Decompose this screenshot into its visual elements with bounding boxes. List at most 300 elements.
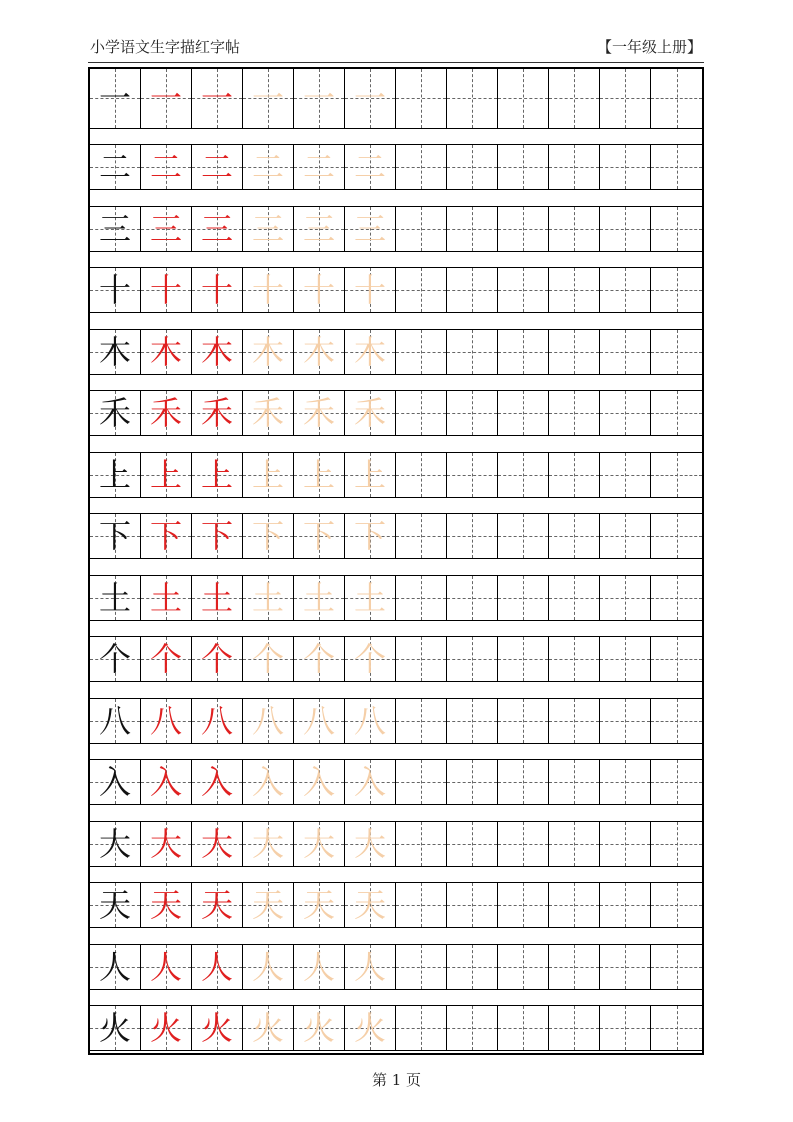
model-character: 二 [98, 148, 131, 186]
trace-cell [294, 945, 345, 989]
writing-cell [396, 760, 447, 804]
trace-cell [345, 514, 396, 558]
trace-character: 二 [149, 148, 182, 186]
model-cell [90, 945, 141, 989]
writing-cell [651, 330, 702, 374]
trace-character: 二 [251, 148, 284, 186]
trace-character: 上 [251, 455, 284, 494]
model-character: 木 [98, 332, 131, 371]
trace-cell [141, 945, 192, 989]
writing-cell [600, 330, 651, 374]
trace-character: 一 [302, 79, 335, 118]
trace-cell [192, 637, 243, 681]
trace-cell [192, 69, 243, 128]
trace-cell [294, 145, 345, 189]
trace-cell [345, 1006, 396, 1050]
trace-character: 八 [149, 701, 182, 740]
writing-cell [600, 69, 651, 128]
trace-cell [294, 268, 345, 312]
trace-cell [345, 637, 396, 681]
trace-character: 火 [251, 1009, 284, 1047]
page-header [90, 36, 702, 56]
trace-character: 人 [302, 947, 335, 986]
writing-cell [396, 637, 447, 681]
writing-cell [447, 822, 498, 866]
trace-cell [192, 453, 243, 497]
model-cell [90, 145, 141, 189]
trace-cell [243, 576, 294, 620]
writing-cell [651, 699, 702, 743]
writing-cell [600, 637, 651, 681]
trace-cell [345, 207, 396, 251]
trace-character: 下 [353, 517, 386, 555]
trace-cell [192, 699, 243, 743]
writing-cell [651, 822, 702, 866]
trace-character: 上 [302, 455, 335, 494]
practice-row [90, 575, 702, 621]
writing-cell [447, 699, 498, 743]
trace-character: 木 [149, 332, 182, 371]
writing-cell [600, 145, 651, 189]
trace-character: 天 [149, 886, 182, 924]
writing-cell [600, 1006, 651, 1050]
trace-cell [141, 637, 192, 681]
trace-character: 木 [200, 332, 233, 371]
writing-cell [498, 637, 549, 681]
trace-cell [294, 69, 345, 128]
writing-cell [498, 69, 549, 128]
trace-character: 土 [149, 578, 182, 617]
trace-cell [141, 760, 192, 804]
trace-cell [243, 945, 294, 989]
writing-cell [498, 207, 549, 251]
trace-character: 二 [302, 148, 335, 186]
model-cell [90, 453, 141, 497]
practice-row [90, 636, 702, 682]
trace-cell [192, 514, 243, 558]
writing-cell [651, 1006, 702, 1050]
writing-cell [651, 760, 702, 804]
trace-character: 禾 [353, 394, 386, 432]
trace-character: 三 [302, 209, 335, 248]
writing-cell [498, 1006, 549, 1050]
trace-cell [243, 207, 294, 251]
writing-cell [447, 207, 498, 251]
practice-row [90, 206, 702, 252]
trace-character: 八 [251, 701, 284, 740]
writing-cell [549, 330, 600, 374]
trace-character: 入 [302, 763, 335, 801]
trace-cell [345, 145, 396, 189]
trace-character: 火 [302, 1009, 335, 1047]
trace-character: 天 [353, 886, 386, 924]
model-cell [90, 391, 141, 435]
writing-cell [549, 822, 600, 866]
writing-cell [549, 391, 600, 435]
trace-character: 入 [353, 763, 386, 801]
practice-row [90, 821, 702, 867]
trace-cell [243, 330, 294, 374]
trace-cell [141, 453, 192, 497]
writing-cell [396, 330, 447, 374]
trace-character: 一 [149, 79, 182, 118]
writing-cell [600, 453, 651, 497]
header-divider [88, 62, 704, 63]
trace-character: 十 [353, 271, 386, 309]
model-character: 土 [98, 578, 131, 617]
writing-cell [447, 391, 498, 435]
trace-character: 天 [200, 886, 233, 924]
writing-cell [498, 453, 549, 497]
writing-cell [396, 945, 447, 989]
trace-character: 土 [353, 578, 386, 617]
writing-cell [651, 883, 702, 927]
trace-cell [141, 268, 192, 312]
writing-cell [600, 576, 651, 620]
writing-cell [447, 69, 498, 128]
writing-cell [651, 453, 702, 497]
writing-cell [447, 268, 498, 312]
writing-cell [651, 945, 702, 989]
practice-row [90, 513, 702, 559]
trace-cell [345, 760, 396, 804]
trace-character: 十 [251, 271, 284, 309]
trace-cell [243, 1006, 294, 1050]
trace-cell [192, 330, 243, 374]
trace-character: 个 [149, 640, 182, 678]
writing-cell [651, 145, 702, 189]
practice-row [90, 698, 702, 744]
writing-cell [447, 637, 498, 681]
trace-cell [345, 576, 396, 620]
writing-cell [549, 945, 600, 989]
model-cell [90, 637, 141, 681]
writing-cell [600, 391, 651, 435]
writing-cell [549, 1006, 600, 1050]
trace-cell [294, 760, 345, 804]
trace-character: 八 [302, 701, 335, 740]
practice-row [90, 390, 702, 436]
trace-cell [243, 453, 294, 497]
trace-cell [141, 514, 192, 558]
writing-cell [447, 453, 498, 497]
trace-cell [294, 514, 345, 558]
writing-cell [549, 699, 600, 743]
trace-character: 木 [302, 332, 335, 371]
trace-character: 三 [353, 209, 386, 248]
trace-cell [243, 822, 294, 866]
model-cell [90, 69, 141, 128]
model-cell [90, 883, 141, 927]
writing-cell [600, 514, 651, 558]
trace-cell [345, 330, 396, 374]
trace-cell [141, 330, 192, 374]
model-character: 八 [98, 701, 131, 740]
writing-cell [498, 576, 549, 620]
trace-character: 人 [251, 947, 284, 986]
model-cell [90, 576, 141, 620]
trace-cell [192, 883, 243, 927]
writing-cell [498, 330, 549, 374]
trace-character: 天 [302, 886, 335, 924]
practice-row [90, 452, 702, 498]
writing-cell [498, 699, 549, 743]
trace-character: 入 [251, 763, 284, 801]
writing-cell [447, 1006, 498, 1050]
trace-cell [243, 514, 294, 558]
trace-character: 人 [149, 947, 182, 986]
model-character: 十 [98, 271, 131, 309]
writing-cell [396, 268, 447, 312]
trace-cell [243, 699, 294, 743]
trace-cell [141, 391, 192, 435]
trace-character: 人 [353, 947, 386, 986]
trace-cell [192, 391, 243, 435]
trace-cell [243, 760, 294, 804]
model-character: 禾 [98, 394, 131, 432]
trace-character: 个 [302, 640, 335, 678]
model-character: 人 [98, 947, 131, 986]
model-character: 个 [98, 640, 131, 678]
writing-cell [651, 637, 702, 681]
writing-cell [600, 945, 651, 989]
practice-row [90, 882, 702, 928]
trace-character: 天 [251, 886, 284, 924]
trace-cell [294, 391, 345, 435]
writing-cell [651, 69, 702, 128]
trace-character: 木 [251, 332, 284, 371]
writing-cell [651, 576, 702, 620]
writing-cell [549, 268, 600, 312]
model-character: 上 [98, 455, 131, 494]
trace-cell [294, 330, 345, 374]
writing-cell [498, 760, 549, 804]
writing-cell [549, 207, 600, 251]
writing-cell [549, 760, 600, 804]
trace-character: 一 [200, 79, 233, 118]
writing-cell [447, 514, 498, 558]
trace-character: 八 [200, 701, 233, 740]
trace-character: 禾 [302, 394, 335, 432]
trace-cell [141, 822, 192, 866]
trace-character: 大 [149, 824, 182, 863]
trace-character: 火 [149, 1009, 182, 1047]
writing-cell [396, 69, 447, 128]
writing-cell [447, 945, 498, 989]
writing-cell [396, 453, 447, 497]
trace-cell [345, 822, 396, 866]
model-character: 下 [98, 517, 131, 555]
trace-character: 火 [353, 1009, 386, 1047]
practice-grid [88, 67, 704, 1055]
writing-cell [651, 391, 702, 435]
model-cell [90, 207, 141, 251]
trace-cell [294, 1006, 345, 1050]
trace-character: 一 [353, 79, 386, 118]
trace-cell [243, 145, 294, 189]
writing-cell [651, 207, 702, 251]
trace-cell [345, 945, 396, 989]
trace-cell [141, 69, 192, 128]
trace-character: 上 [149, 455, 182, 494]
practice-row [90, 759, 702, 805]
trace-character: 十 [200, 271, 233, 309]
trace-character: 土 [302, 578, 335, 617]
writing-cell [549, 514, 600, 558]
model-cell [90, 330, 141, 374]
writing-cell [396, 514, 447, 558]
trace-cell [192, 268, 243, 312]
trace-cell [294, 453, 345, 497]
trace-cell [141, 883, 192, 927]
trace-cell [294, 207, 345, 251]
trace-character: 一 [251, 79, 284, 118]
page-number: 第 1 页 [371, 1071, 422, 1089]
writing-cell [600, 207, 651, 251]
practice-row [90, 944, 702, 990]
writing-cell [396, 207, 447, 251]
trace-character: 三 [149, 209, 182, 248]
trace-cell [192, 207, 243, 251]
model-cell [90, 1006, 141, 1050]
trace-cell [345, 699, 396, 743]
trace-character: 八 [353, 701, 386, 740]
trace-character: 三 [251, 209, 284, 248]
trace-character: 入 [149, 763, 182, 801]
writing-cell [498, 145, 549, 189]
model-cell [90, 699, 141, 743]
trace-character: 个 [200, 640, 233, 678]
trace-cell [345, 268, 396, 312]
writing-cell [498, 822, 549, 866]
trace-cell [294, 822, 345, 866]
trace-character: 下 [200, 517, 233, 555]
writing-cell [600, 883, 651, 927]
trace-character: 个 [251, 640, 284, 678]
model-character: 一 [98, 79, 131, 118]
writing-cell [396, 576, 447, 620]
writing-cell [447, 576, 498, 620]
trace-character: 木 [353, 332, 386, 371]
writing-cell [600, 699, 651, 743]
trace-cell [243, 637, 294, 681]
trace-character: 十 [302, 271, 335, 309]
writing-cell [600, 268, 651, 312]
trace-cell [345, 391, 396, 435]
writing-cell [600, 760, 651, 804]
trace-cell [294, 637, 345, 681]
trace-character: 大 [251, 824, 284, 863]
grade-label: 【一年级上册】 [596, 38, 702, 56]
trace-character: 下 [302, 517, 335, 555]
trace-character: 个 [353, 640, 386, 678]
trace-cell [192, 760, 243, 804]
trace-cell [192, 576, 243, 620]
model-character: 大 [98, 824, 131, 863]
writing-cell [651, 268, 702, 312]
trace-character: 三 [200, 209, 233, 248]
trace-cell [294, 576, 345, 620]
trace-character: 禾 [149, 394, 182, 432]
practice-row [90, 267, 702, 313]
model-character: 火 [98, 1009, 131, 1047]
trace-character: 上 [353, 455, 386, 494]
trace-cell [345, 69, 396, 128]
writing-cell [396, 145, 447, 189]
trace-character: 土 [251, 578, 284, 617]
trace-character: 入 [200, 763, 233, 801]
model-character: 天 [98, 886, 131, 924]
trace-character: 下 [251, 517, 284, 555]
trace-character: 下 [149, 517, 182, 555]
trace-cell [141, 576, 192, 620]
writing-cell [396, 822, 447, 866]
writing-cell [549, 576, 600, 620]
trace-cell [294, 699, 345, 743]
model-character: 三 [98, 209, 131, 248]
writing-cell [498, 391, 549, 435]
practice-row [90, 144, 702, 190]
trace-character: 十 [149, 271, 182, 309]
trace-character: 上 [200, 455, 233, 494]
trace-character: 二 [200, 148, 233, 186]
trace-cell [192, 945, 243, 989]
writing-cell [447, 883, 498, 927]
trace-cell [141, 699, 192, 743]
practice-row [90, 329, 702, 375]
writing-cell [396, 883, 447, 927]
model-cell [90, 760, 141, 804]
writing-cell [447, 330, 498, 374]
writing-cell [396, 1006, 447, 1050]
trace-cell [141, 207, 192, 251]
trace-cell [192, 822, 243, 866]
writing-cell [549, 637, 600, 681]
writing-cell [447, 145, 498, 189]
trace-cell [141, 1006, 192, 1050]
trace-cell [294, 883, 345, 927]
writing-cell [549, 453, 600, 497]
model-character: 入 [98, 763, 131, 801]
trace-character: 人 [200, 947, 233, 986]
trace-cell [243, 69, 294, 128]
practice-row [90, 1005, 702, 1051]
trace-character: 禾 [251, 394, 284, 432]
trace-cell [243, 883, 294, 927]
writing-cell [498, 945, 549, 989]
trace-character: 大 [200, 824, 233, 863]
trace-cell [192, 1006, 243, 1050]
writing-cell [447, 760, 498, 804]
writing-cell [498, 268, 549, 312]
model-cell [90, 822, 141, 866]
trace-character: 火 [200, 1009, 233, 1047]
trace-cell [345, 883, 396, 927]
writing-cell [498, 514, 549, 558]
trace-character: 土 [200, 578, 233, 617]
practice-row [90, 69, 702, 129]
writing-cell [549, 145, 600, 189]
writing-cell [600, 822, 651, 866]
trace-cell [345, 453, 396, 497]
trace-character: 禾 [200, 394, 233, 432]
writing-cell [651, 514, 702, 558]
writing-cell [549, 69, 600, 128]
trace-character: 大 [302, 824, 335, 863]
writing-cell [396, 391, 447, 435]
trace-cell [141, 145, 192, 189]
trace-cell [243, 268, 294, 312]
